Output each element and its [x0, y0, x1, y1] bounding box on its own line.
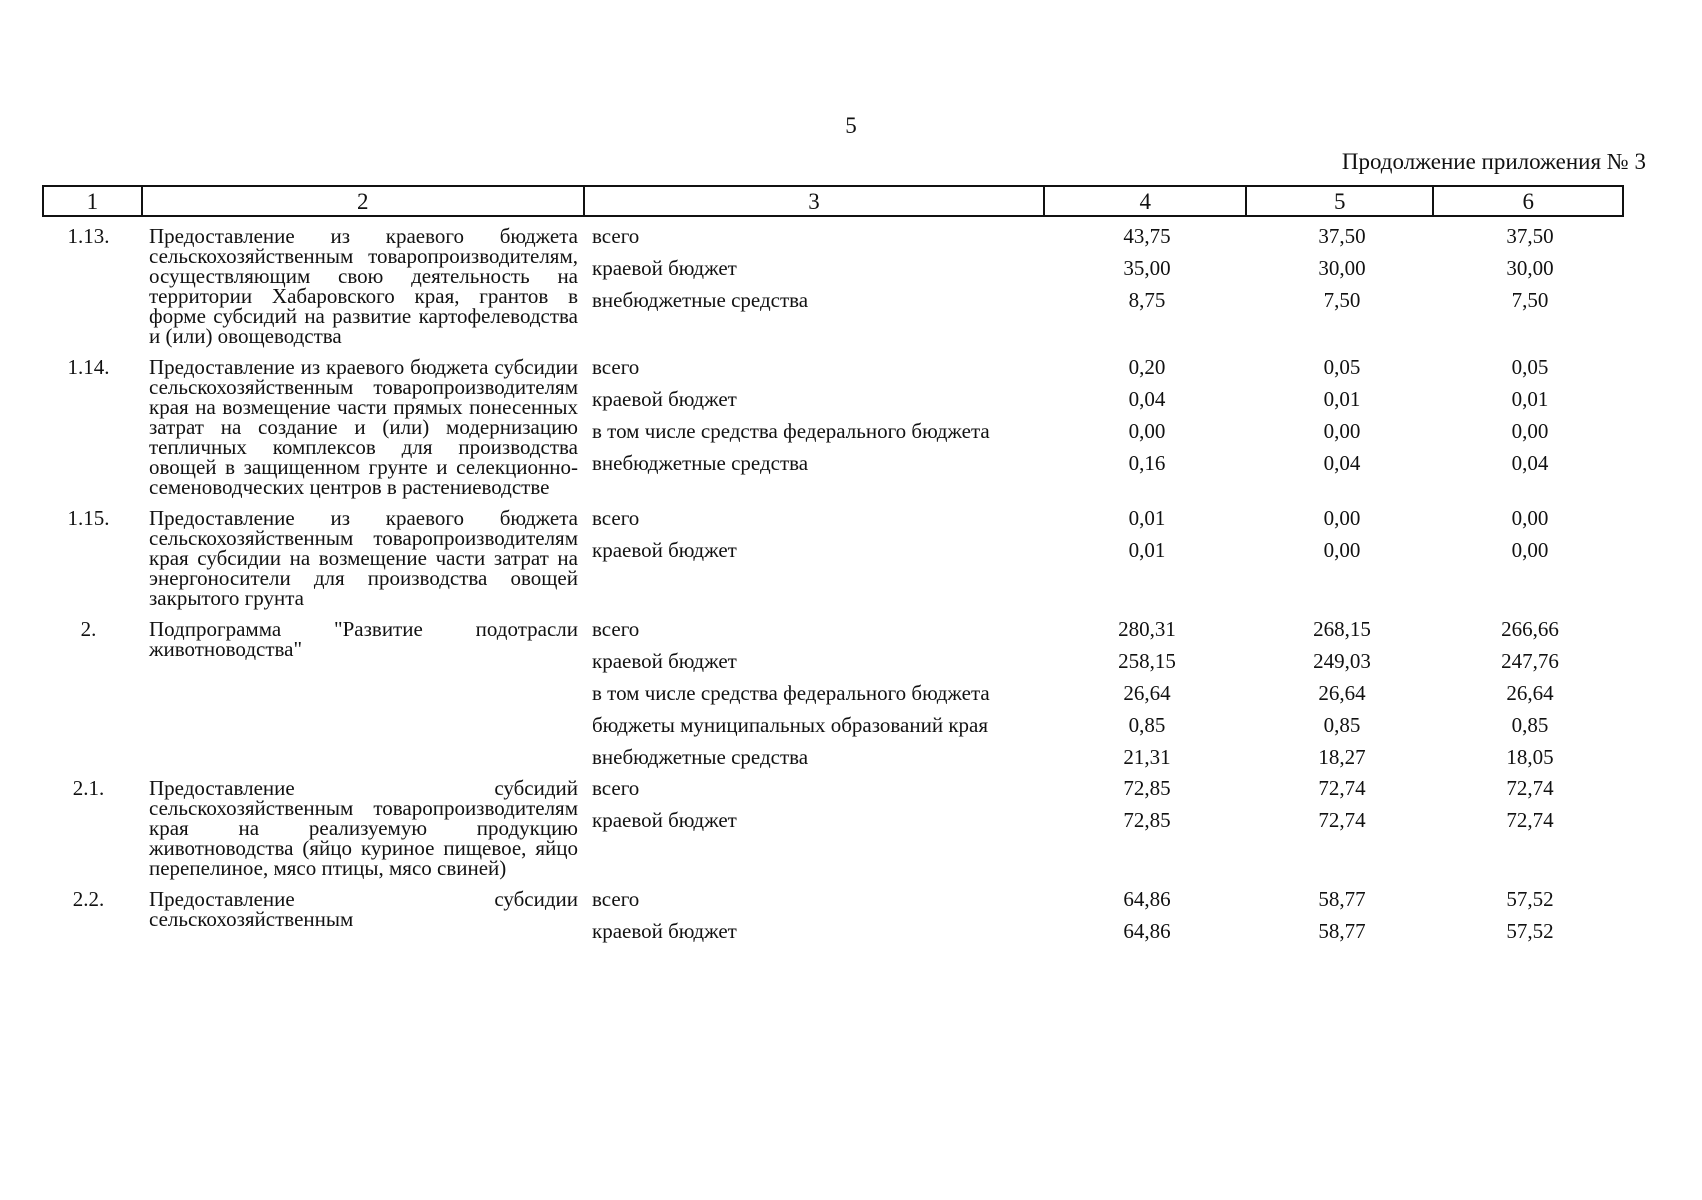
- value-col-4: 280,31: [1118, 617, 1176, 641]
- table-row: [42, 619, 1624, 767]
- funding-source: всего: [592, 224, 640, 248]
- value-col-5: 0,00: [1323, 538, 1361, 562]
- value-col-5: 30,00: [1318, 256, 1366, 280]
- value-col-4: 64,86: [1123, 887, 1171, 911]
- funding-source: бюджеты муниципальных образований края: [592, 713, 989, 737]
- value-col-4: 8,75: [1128, 288, 1166, 312]
- value-col-5: 37,50: [1318, 224, 1366, 248]
- funding-source: краевой бюджет: [592, 808, 737, 832]
- funding-source: всего: [592, 887, 640, 911]
- header-col-4: 4: [1045, 187, 1246, 215]
- funding-line: [584, 540, 1624, 560]
- funding-line: [584, 651, 1624, 671]
- funding-line: [584, 619, 1624, 639]
- funding-source: краевой бюджет: [592, 256, 737, 280]
- funding-lines: [584, 619, 1624, 767]
- value-col-4: 21,31: [1123, 745, 1171, 769]
- value-col-5: 72,74: [1318, 808, 1366, 832]
- row-number: 1.15.: [67, 506, 110, 530]
- value-col-5: 0,04: [1323, 451, 1361, 475]
- funding-source: краевой бюджет: [592, 538, 737, 562]
- value-col-6: 0,00: [1511, 506, 1549, 530]
- row-title: Предоставление из краевого бюджета сельскохозяйственным товаропроизводителям, осуществляющим свою деятельность на территории Хабаровского края, грантов в форме субсидий на развитие картофелеводства и (или) овощеводства: [149, 224, 578, 348]
- value-col-5: 0,05: [1323, 355, 1361, 379]
- funding-lines: [584, 357, 1624, 497]
- value-col-5: 18,27: [1318, 745, 1366, 769]
- funding-source: внебюджетные средства: [592, 745, 809, 769]
- value-col-6: 0,00: [1511, 419, 1549, 443]
- value-col-6: 0,01: [1511, 387, 1549, 411]
- value-col-4: 35,00: [1123, 256, 1171, 280]
- value-col-4: 72,85: [1123, 808, 1171, 832]
- value-col-6: 0,05: [1511, 355, 1549, 379]
- value-col-4: 0,01: [1128, 506, 1166, 530]
- page-number: 5: [845, 113, 857, 138]
- header-col-6: 6: [1522, 189, 1534, 214]
- funding-line: [584, 747, 1624, 767]
- row-title: Предоставление из краевого бюджета сельскохозяйственным товаропроизводителям края субсидии на возмещение части затрат на энергоносители для производства овощей закрытого грунта: [149, 506, 578, 610]
- row-title: Предоставление из краевого бюджета субсидии сельскохозяйственным товаропроизводителям края на возмещение части прямых понесенных затрат на создание и (или) модернизацию тепличных комплексов для производства овощей в защищенном грунте и селекционно-семеноводческих центров в растениеводстве: [149, 355, 578, 499]
- funding-source: внебюджетные средства: [592, 451, 809, 475]
- value-col-4: 43,75: [1123, 224, 1171, 248]
- table-row: [42, 889, 1624, 941]
- funding-line: [584, 810, 1624, 830]
- value-col-5: 249,03: [1313, 649, 1371, 673]
- value-col-5: 58,77: [1318, 919, 1366, 943]
- row-title: Подпрограмма "Развитие подотрасли животноводства": [149, 617, 578, 661]
- row-title: Предоставление субсидии сельскохозяйственным: [149, 887, 578, 931]
- funding-line: [584, 357, 1624, 377]
- funding-source: краевой бюджет: [592, 387, 737, 411]
- value-col-5: 7,50: [1323, 288, 1361, 312]
- value-col-5: 268,15: [1313, 617, 1371, 641]
- funding-source: краевой бюджет: [592, 919, 737, 943]
- value-col-4: 0,00: [1128, 419, 1166, 443]
- funding-line: [584, 258, 1624, 278]
- funding-line: [584, 921, 1624, 941]
- row-title: Предоставление субсидий сельскохозяйственным товаропроизводителям края на реализуемую продукцию животноводства (яйцо куриное пищевое, яйцо перепелиное, мясо птицы, мясо свиней): [149, 776, 578, 880]
- value-col-6: 37,50: [1506, 224, 1554, 248]
- row-number: 2.1.: [72, 776, 105, 800]
- value-col-4: 0,01: [1128, 538, 1166, 562]
- value-col-6: 72,74: [1506, 776, 1554, 800]
- table-row: [42, 226, 1624, 346]
- funding-line: [584, 389, 1624, 409]
- value-col-6: 266,66: [1501, 617, 1559, 641]
- value-col-6: 57,52: [1506, 887, 1554, 911]
- header-col-5: 5: [1247, 187, 1435, 215]
- value-col-4: 0,85: [1128, 713, 1166, 737]
- value-col-4: 26,64: [1123, 681, 1171, 705]
- value-col-6: 26,64: [1506, 681, 1554, 705]
- value-col-5: 0,01: [1323, 387, 1361, 411]
- funding-source: в том числе средства федерального бюджета: [592, 681, 990, 705]
- header-col-3: 3: [585, 187, 1046, 215]
- funding-line: [584, 715, 1624, 735]
- funding-source: всего: [592, 776, 640, 800]
- funding-line: [584, 508, 1624, 528]
- row-number: 2.2.: [72, 887, 105, 911]
- value-col-5: 0,85: [1323, 713, 1361, 737]
- funding-source: всего: [592, 617, 640, 641]
- funding-lines: [584, 889, 1624, 941]
- row-number: 1.14.: [67, 355, 110, 379]
- funding-lines: [584, 508, 1624, 608]
- table-row: [42, 357, 1624, 497]
- value-col-5: 58,77: [1318, 887, 1366, 911]
- funding-lines: [584, 226, 1624, 346]
- table-header: [42, 185, 1624, 217]
- funding-line: [584, 683, 1624, 703]
- funding-line: [584, 226, 1624, 246]
- funding-source: краевой бюджет: [592, 649, 737, 673]
- value-col-4: 64,86: [1123, 919, 1171, 943]
- value-col-6: 72,74: [1506, 808, 1554, 832]
- value-col-4: 258,15: [1118, 649, 1176, 673]
- funding-lines: [584, 778, 1624, 878]
- value-col-6: 30,00: [1506, 256, 1554, 280]
- value-col-6: 57,52: [1506, 919, 1554, 943]
- value-col-4: 0,20: [1128, 355, 1166, 379]
- value-col-6: 0,04: [1511, 451, 1549, 475]
- value-col-6: 0,00: [1511, 538, 1549, 562]
- value-col-5: 0,00: [1323, 419, 1361, 443]
- row-number: 2.: [80, 617, 97, 641]
- value-col-6: 7,50: [1511, 288, 1549, 312]
- header-col-1: 1: [44, 187, 143, 215]
- table-row: [42, 508, 1624, 608]
- funding-line: [584, 290, 1624, 310]
- funding-source: внебюджетные средства: [592, 288, 809, 312]
- funding-line: [584, 421, 1624, 441]
- value-col-6: 18,05: [1506, 745, 1554, 769]
- value-col-5: 72,74: [1318, 776, 1366, 800]
- table-body: [42, 226, 1624, 952]
- value-col-4: 0,04: [1128, 387, 1166, 411]
- value-col-5: 0,00: [1323, 506, 1361, 530]
- header-col-2: 2: [143, 187, 585, 215]
- value-col-4: 72,85: [1123, 776, 1171, 800]
- value-col-4: 0,16: [1128, 451, 1166, 475]
- value-col-5: 26,64: [1318, 681, 1366, 705]
- value-col-6: 247,76: [1501, 649, 1559, 673]
- funding-line: [584, 778, 1624, 798]
- funding-source: всего: [592, 355, 640, 379]
- continuation-note: Продолжение приложения № 3: [1341, 149, 1646, 174]
- funding-line: [584, 453, 1624, 473]
- funding-source: всего: [592, 506, 640, 530]
- funding-line: [584, 889, 1624, 909]
- row-number: 1.13.: [67, 224, 110, 248]
- table-row: [42, 778, 1624, 878]
- value-col-6: 0,85: [1511, 713, 1549, 737]
- funding-source: в том числе средства федерального бюджета: [592, 419, 990, 443]
